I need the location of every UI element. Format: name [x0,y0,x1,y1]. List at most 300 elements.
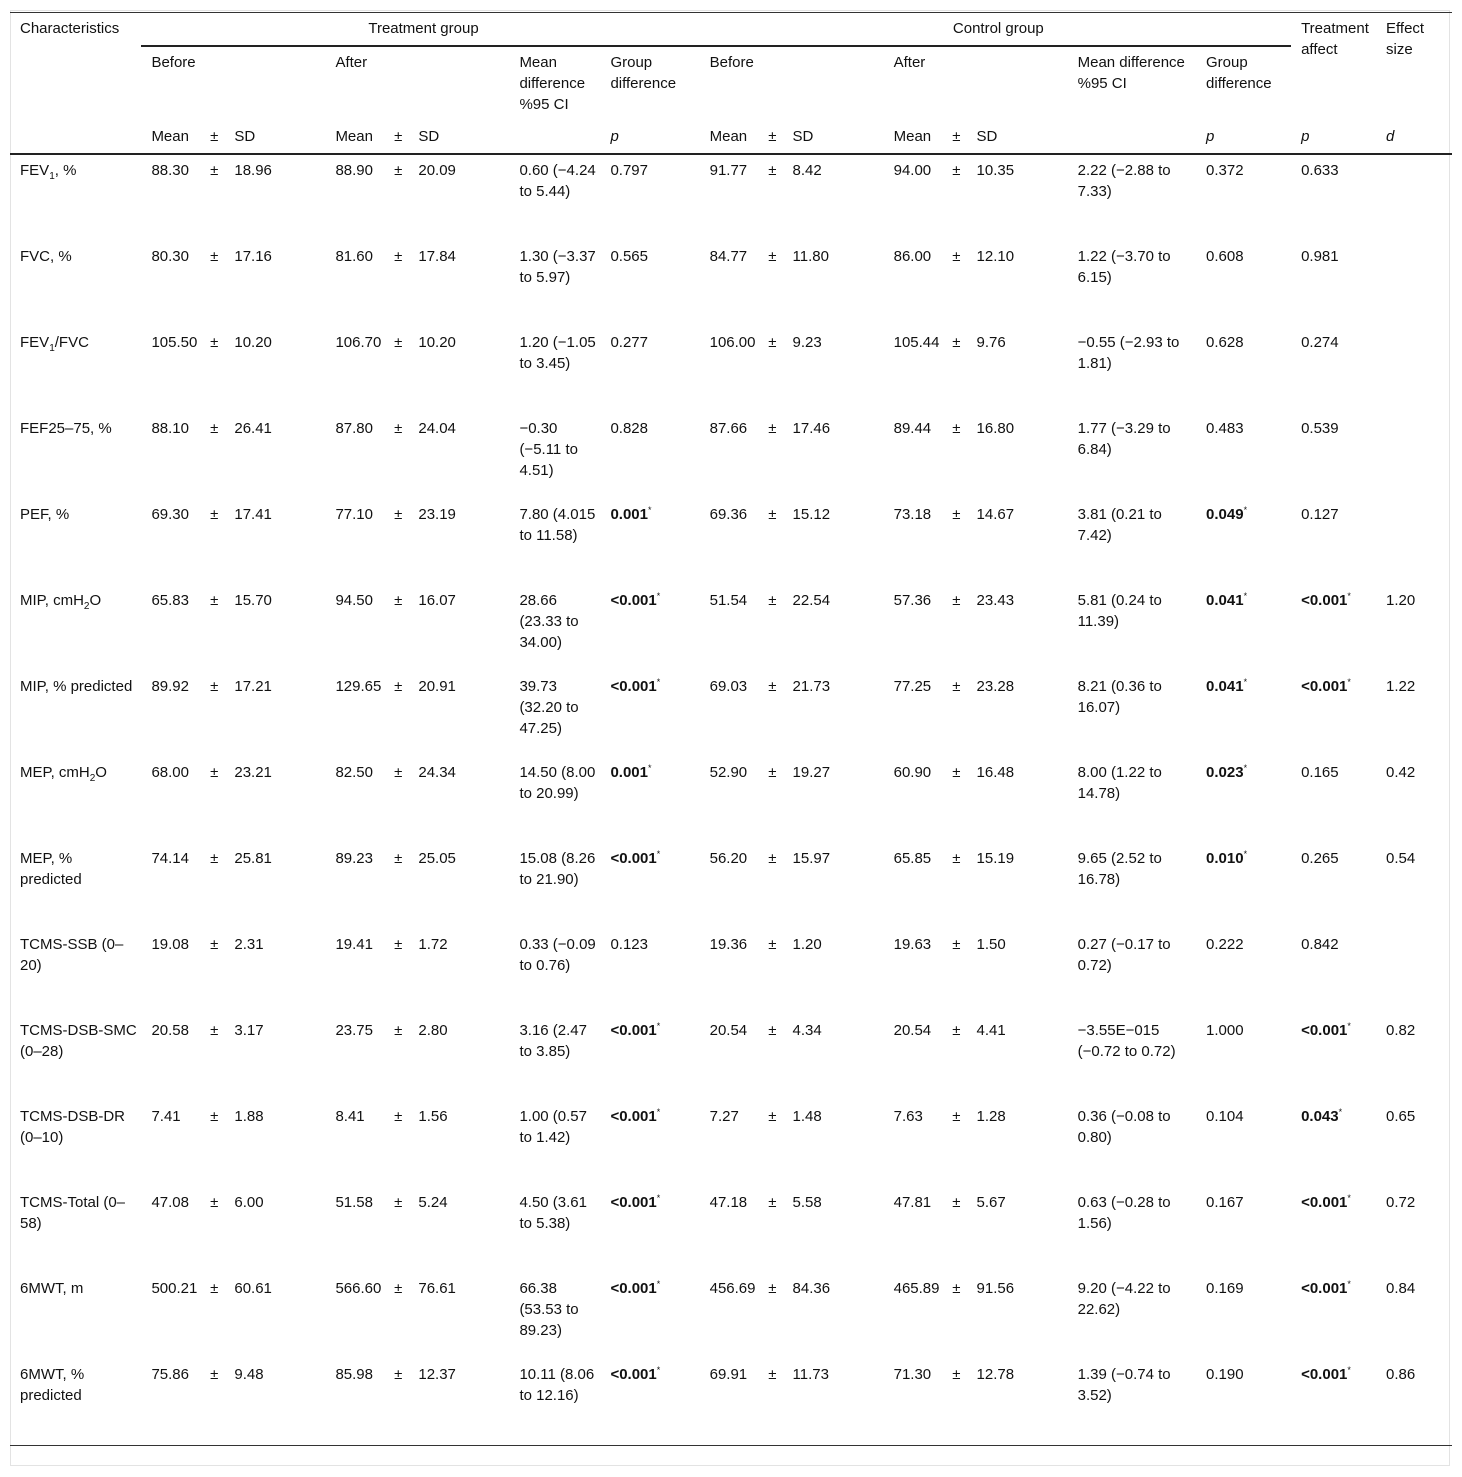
table-row [10,929,1452,1015]
col-subheader-sd: SD [234,128,256,145]
control-group-difference-p: 0.190 [1206,1366,1244,1383]
control-after-mean: 19.63 [893,936,932,953]
row-label-subscript: 2 [83,601,90,612]
treatment-after-mean: 8.41 [335,1108,365,1125]
treatment-mean-difference: 15.08 (8.26 to 21.90) [519,850,596,888]
row-label [10,327,141,413]
plus-minus: ± [210,1366,219,1383]
treatment-group-difference-p: 0.797 [610,162,648,179]
treatment-group-difference-p [600,1015,699,1101]
col-subheader-p: p [1206,128,1215,145]
significance-marker: * [1243,505,1248,515]
treatment-group-difference-p [600,499,699,585]
treatment-after-mean: 88.90 [335,162,373,179]
row-label-main: FEF25–75, % [20,420,112,437]
effect-size-d: 0.84 [1386,1280,1416,1297]
significance-marker: * [647,505,652,515]
col-subheader-mean: Mean [893,128,932,145]
col-subheader-p: p [1301,128,1310,145]
treatment-after-sd: 16.07 [418,592,456,609]
effect-size-d [1376,929,1452,1015]
treatment-group-difference-p: 0.828 [610,420,648,437]
treatment-affect-p-value: <0.001 [1301,678,1348,695]
plus-minus: ± [394,850,403,867]
significance-marker: * [1243,677,1248,687]
row-label [10,499,141,585]
control-group-difference-p: 0.608 [1206,248,1244,265]
treatment-after-sd: 1.72 [418,936,448,953]
plus-minus: ± [768,420,777,437]
plus-minus: ± [768,1366,777,1383]
effect-size-d: 0.54 [1386,850,1416,867]
treatment-affect-p [1291,1359,1376,1446]
control-before-sd: 11.80 [792,248,829,265]
control-after-mean: 465.89 [893,1280,940,1297]
row-label-main: 6MWT, m [20,1280,84,1297]
plus-minus: ± [768,1194,777,1211]
control-after-mean: 89.44 [893,420,932,437]
control-before-sd: 19.27 [792,764,831,781]
significance-marker: * [656,677,661,687]
treatment-before-sd: 15.70 [234,592,272,609]
treatment-mean-difference: 0.33 (−0.09 to 0.76) [519,936,596,974]
treatment-affect-p-value: <0.001 [1301,592,1348,609]
treatment-affect-p [1291,1187,1376,1273]
plus-minus: ± [952,1366,961,1383]
control-mean-difference: 1.77 (−3.29 to 6.84) [1077,420,1171,458]
control-group-difference-p-value: 0.023 [1206,764,1244,781]
control-before-mean: 47.18 [709,1194,748,1211]
row-label-main: MIP, cmH [20,592,84,609]
control-after-sd: 91.56 [976,1280,1015,1297]
treatment-mean-difference: 28.66 (23.33 to 34.00) [519,592,579,651]
row-label [10,929,141,1015]
row-label-main: FEV [20,334,50,351]
control-mean-difference: −0.55 (−2.93 to 1.81) [1077,334,1180,372]
treatment-mean-difference: 14.50 (8.00 to 20.99) [519,764,596,802]
treatment-after-mean: 89.23 [335,850,373,867]
plus-minus: ± [952,1280,961,1297]
col-header-control-group: Control group [700,13,1291,47]
control-group-difference-p [1196,843,1291,929]
control-before-sd: 8.42 [792,162,822,179]
row-label [10,757,141,843]
plus-minus: ± [952,162,961,179]
col-subheader-mean: Mean [335,128,373,145]
treatment-before-mean: 88.30 [151,162,189,179]
plus-minus: ± [952,1022,961,1039]
control-after-mean: 73.18 [893,506,932,523]
plus-minus: ± [768,162,777,179]
control-after-sd: 23.28 [976,678,1015,695]
significance-marker: * [1347,1365,1351,1375]
plus-minus: ± [952,248,961,265]
treatment-after-sd: 20.09 [418,162,456,179]
plus-minus: ± [768,678,777,695]
effect-size-d: 1.20 [1386,592,1416,609]
control-after-sd: 4.41 [976,1022,1006,1039]
col-subheader-blank [1068,121,1196,154]
control-before-mean: 106.00 [709,334,756,351]
treatment-before-sd: 17.41 [234,506,272,523]
treatment-before-mean: 20.58 [151,1022,189,1039]
plus-minus: ± [394,420,403,437]
table-row [10,327,1452,413]
control-before-sd: 1.48 [792,1108,822,1125]
treatment-after-sd: 20.91 [418,678,456,695]
col-header-c-mean-difference: Mean difference %95 CI [1077,54,1185,92]
control-before-sd: 21.73 [792,678,831,695]
control-group-difference-p-value: 0.041 [1206,592,1244,609]
col-subheader-sd: SD [418,128,440,145]
plus-minus: ± [210,850,219,867]
control-before-sd: 17.46 [792,420,831,437]
treatment-group-difference-p-value: <0.001 [610,1022,657,1039]
row-label-main: TCMS-Total (0–58) [20,1194,126,1232]
treatment-affect-p: 0.981 [1301,248,1339,265]
treatment-mean-difference: 7.80 (4.015 to 11.58) [519,506,596,544]
treatment-affect-p [1291,1101,1376,1187]
treatment-after-mean: 106.70 [335,334,382,351]
treatment-affect-p [1291,1015,1376,1101]
control-after-sd: 14.67 [976,506,1015,523]
effect-size-d: 1.22 [1386,678,1416,695]
plus-minus: ± [768,1108,777,1125]
treatment-before-mean: 7.41 [151,1108,181,1125]
plus-minus: ± [952,334,961,351]
col-subheader-pm: ± [210,128,219,145]
plus-minus: ± [210,1108,219,1125]
significance-marker: * [1243,591,1248,601]
plus-minus: ± [394,1108,403,1125]
plus-minus: ± [210,334,219,351]
control-after-mean: 57.36 [893,592,932,609]
treatment-before-mean: 47.08 [151,1194,189,1211]
treatment-after-sd: 5.24 [418,1194,448,1211]
control-before-mean: 52.90 [709,764,748,781]
control-before-mean: 56.20 [709,850,748,867]
control-before-sd: 9.23 [792,334,822,351]
treatment-affect-p: 0.633 [1301,162,1339,179]
col-subheader-mean: Mean [151,128,189,145]
effect-size-d: 0.65 [1386,1108,1416,1125]
treatment-group-difference-p-value: <0.001 [610,592,657,609]
treatment-before-sd: 1.88 [234,1108,264,1125]
plus-minus: ± [768,248,777,265]
treatment-before-mean: 75.86 [151,1366,189,1383]
significance-marker: * [1347,1193,1351,1203]
significance-marker: * [1243,849,1248,859]
row-label-main: TCMS-SSB (0–20) [20,936,124,974]
control-group-difference-p: 1.000 [1206,1022,1244,1039]
control-before-sd: 11.73 [792,1366,829,1383]
treatment-affect-p-value: <0.001 [1301,1280,1348,1297]
effect-size-d [1376,413,1452,499]
col-header-t-group-difference: Group difference [610,54,677,92]
col-header-c-after: After [893,54,926,71]
row-label [10,1273,141,1359]
treatment-after-sd: 23.19 [418,506,456,523]
effect-size-d [1376,241,1452,327]
significance-marker: * [647,763,652,773]
treatment-after-mean: 77.10 [335,506,373,523]
table-row [10,1187,1452,1273]
row-label [10,413,141,499]
plus-minus: ± [394,1366,403,1383]
plus-minus: ± [394,248,403,265]
control-group-difference-p [1196,757,1291,843]
plus-minus: ± [210,248,219,265]
col-header-t-before: Before [151,54,196,71]
control-mean-difference: 9.20 (−4.22 to 22.62) [1077,1280,1171,1318]
control-before-mean: 456.69 [709,1280,756,1297]
treatment-group-difference-p: 0.277 [610,334,648,351]
significance-marker: * [656,1107,661,1117]
treatment-affect-p [1291,1273,1376,1359]
treatment-mean-difference: 1.00 (0.57 to 1.42) [519,1108,587,1146]
treatment-affect-p: 0.539 [1301,420,1339,437]
plus-minus: ± [210,936,219,953]
treatment-group-difference-p [600,843,699,929]
treatment-mean-difference: 39.73 (32.20 to 47.25) [519,678,579,737]
control-after-sd: 10.35 [976,162,1015,179]
control-after-sd: 23.43 [976,592,1015,609]
row-label-main: FEV [20,162,50,179]
treatment-affect-p-value: <0.001 [1301,1366,1348,1383]
row-label [10,1187,141,1273]
row-label-main: MIP, % predicted [20,678,133,695]
plus-minus: ± [394,764,403,781]
treatment-affect-p: 0.265 [1301,850,1339,867]
table-row [10,499,1452,585]
significance-marker: * [656,1279,661,1289]
row-label-rest: O [89,592,102,609]
treatment-after-sd: 24.34 [418,764,456,781]
control-mean-difference: 1.39 (−0.74 to 3.52) [1077,1366,1171,1404]
treatment-mean-difference: −0.30 (−5.11 to 4.51) [519,420,578,479]
treatment-affect-p: 0.165 [1301,764,1339,781]
treatment-affect-p-value: 0.043 [1301,1108,1339,1125]
effect-size-d: 0.72 [1386,1194,1416,1211]
plus-minus: ± [210,1022,219,1039]
treatment-before-mean: 74.14 [151,850,189,867]
treatment-group-difference-p: 0.565 [610,248,648,265]
plus-minus: ± [768,506,777,523]
control-after-sd: 16.48 [976,764,1015,781]
control-before-mean: 19.36 [709,936,748,953]
control-group-difference-p [1196,585,1291,671]
effect-size-d: 0.82 [1386,1022,1416,1039]
treatment-before-mean: 88.10 [151,420,189,437]
control-mean-difference: 3.81 (0.21 to 7.42) [1077,506,1162,544]
control-mean-difference: 2.22 (−2.88 to 7.33) [1077,162,1171,200]
treatment-before-mean: 19.08 [151,936,189,953]
plus-minus: ± [768,334,777,351]
treatment-before-mean: 89.92 [151,678,189,695]
significance-marker: * [656,1365,661,1375]
treatment-after-mean: 94.50 [335,592,373,609]
col-header-characteristics: Characteristics [20,20,120,37]
treatment-group-difference-p: 0.123 [610,936,648,953]
treatment-affect-p: 0.274 [1301,334,1339,351]
treatment-before-mean: 105.50 [151,334,198,351]
control-before-mean: 69.03 [709,678,748,695]
treatment-group-difference-p-value: <0.001 [610,850,657,867]
treatment-mean-difference: 66.38 (53.53 to 89.23) [519,1280,579,1339]
plus-minus: ± [394,936,403,953]
control-before-mean: 84.77 [709,248,748,265]
treatment-after-sd: 10.20 [418,334,456,351]
treatment-before-sd: 2.31 [234,936,264,953]
treatment-group-difference-p [600,1359,699,1446]
significance-marker: * [656,591,661,601]
col-subheader-sd: SD [976,128,998,145]
row-label-main: TCMS-DSB-DR (0–10) [20,1108,125,1146]
plus-minus: ± [768,1280,777,1297]
control-before-mean: 91.77 [709,162,748,179]
treatment-group-difference-p-value: <0.001 [610,1280,657,1297]
treatment-affect-p [1291,585,1376,671]
treatment-after-mean: 566.60 [335,1280,382,1297]
control-mean-difference: 0.27 (−0.17 to 0.72) [1077,936,1171,974]
treatment-before-mean: 69.30 [151,506,189,523]
significance-marker: * [1347,1021,1351,1031]
plus-minus: ± [952,592,961,609]
col-header-c-group-difference: Group difference [1206,54,1272,92]
row-label-subscript: 1 [49,343,55,354]
treatment-after-sd: 76.61 [418,1280,456,1297]
plus-minus: ± [394,592,403,609]
treatment-after-mean: 23.75 [335,1022,373,1039]
col-subheader-pm: ± [394,128,403,145]
treatment-group-difference-p [600,1273,699,1359]
control-mean-difference: 0.63 (−0.28 to 1.56) [1077,1194,1171,1232]
table-row [10,757,1452,843]
significance-marker: * [656,1193,661,1203]
control-before-mean: 69.91 [709,1366,748,1383]
row-label-main: PEF, % [20,506,70,523]
significance-marker: * [1347,591,1351,601]
plus-minus: ± [952,506,961,523]
treatment-group-difference-p-value: 0.001 [610,506,648,523]
treatment-affect-p: 0.127 [1301,506,1339,523]
col-subheader-pm: ± [952,128,961,145]
control-before-mean: 7.27 [709,1108,739,1125]
treatment-after-sd: 24.04 [418,420,456,437]
control-after-sd: 12.10 [976,248,1015,265]
control-group-difference-p: 0.104 [1206,1108,1244,1125]
plus-minus: ± [394,1280,403,1297]
col-header-treatment-affect: Treatment affect [1301,20,1369,58]
effect-size-d [1376,499,1452,585]
treatment-before-mean: 68.00 [151,764,189,781]
significance-marker: * [656,1021,661,1031]
row-label-subscript: 2 [89,773,96,784]
plus-minus: ± [210,420,219,437]
row-label-subscript: 1 [49,171,55,182]
control-after-mean: 65.85 [893,850,932,867]
table-row [10,154,1452,241]
treatment-affect-p: 0.842 [1301,936,1339,953]
row-label-rest: /FVC [54,334,89,351]
control-after-sd: 1.28 [976,1108,1006,1125]
treatment-group-difference-p [600,585,699,671]
plus-minus: ± [768,936,777,953]
table-row [10,1101,1452,1187]
control-before-sd: 84.36 [792,1280,831,1297]
treatment-group-difference-p [600,671,699,757]
plus-minus: ± [210,764,219,781]
control-mean-difference: 0.36 (−0.08 to 0.80) [1077,1108,1171,1146]
treatment-group-difference-p-value: <0.001 [610,1366,657,1383]
control-group-difference-p: 0.167 [1206,1194,1244,1211]
significance-marker: * [1347,677,1351,687]
plus-minus: ± [210,592,219,609]
plus-minus: ± [394,506,403,523]
table-row [10,1359,1452,1446]
col-subheader-sd: SD [792,128,814,145]
plus-minus: ± [952,936,961,953]
significance-marker: * [656,849,661,859]
col-header-t-after: After [335,54,368,71]
treatment-before-sd: 6.00 [234,1194,264,1211]
row-label [10,671,141,757]
plus-minus: ± [210,506,219,523]
control-before-mean: 69.36 [709,506,748,523]
row-label [10,154,141,241]
effect-size-d [1376,154,1452,241]
treatment-affect-p-value: <0.001 [1301,1022,1348,1039]
row-label-main: TCMS-DSB-SMC (0–28) [20,1022,137,1060]
treatment-affect-p-value: <0.001 [1301,1194,1348,1211]
effect-size-d [1376,327,1452,413]
col-header-treatment-group: Treatment group [141,13,699,47]
treatment-before-sd: 3.17 [234,1022,264,1039]
treatment-mean-difference: 10.11 (8.06 to 12.16) [519,1366,595,1404]
row-label [10,1015,141,1101]
plus-minus: ± [768,850,777,867]
control-after-sd: 1.50 [976,936,1006,953]
plus-minus: ± [210,678,219,695]
row-label-main: FVC, % [20,248,72,265]
col-subheader-p: p [610,128,619,145]
row-label-rest: , % [54,162,77,179]
row-label-main: 6MWT, % predicted [20,1366,85,1404]
control-after-mean: 20.54 [893,1022,932,1039]
row-label [10,1359,141,1446]
plus-minus: ± [952,1194,961,1211]
table-body [10,154,1452,1446]
treatment-after-sd: 12.37 [418,1366,456,1383]
treatment-before-mean: 65.83 [151,592,189,609]
treatment-after-sd: 17.84 [418,248,456,265]
control-before-sd: 4.34 [792,1022,822,1039]
control-mean-difference: 8.00 (1.22 to 14.78) [1077,764,1162,802]
treatment-before-sd: 23.21 [234,764,272,781]
control-after-mean: 86.00 [893,248,932,265]
row-label [10,241,141,327]
plus-minus: ± [394,1022,403,1039]
plus-minus: ± [394,334,403,351]
control-group-difference-p: 0.628 [1206,334,1244,351]
control-after-mean: 47.81 [893,1194,932,1211]
row-label [10,1101,141,1187]
treatment-after-mean: 19.41 [335,936,373,953]
control-before-sd: 15.12 [792,506,831,523]
control-after-sd: 12.78 [976,1366,1015,1383]
col-header-c-before: Before [709,54,754,71]
treatment-after-sd: 1.56 [418,1108,448,1125]
